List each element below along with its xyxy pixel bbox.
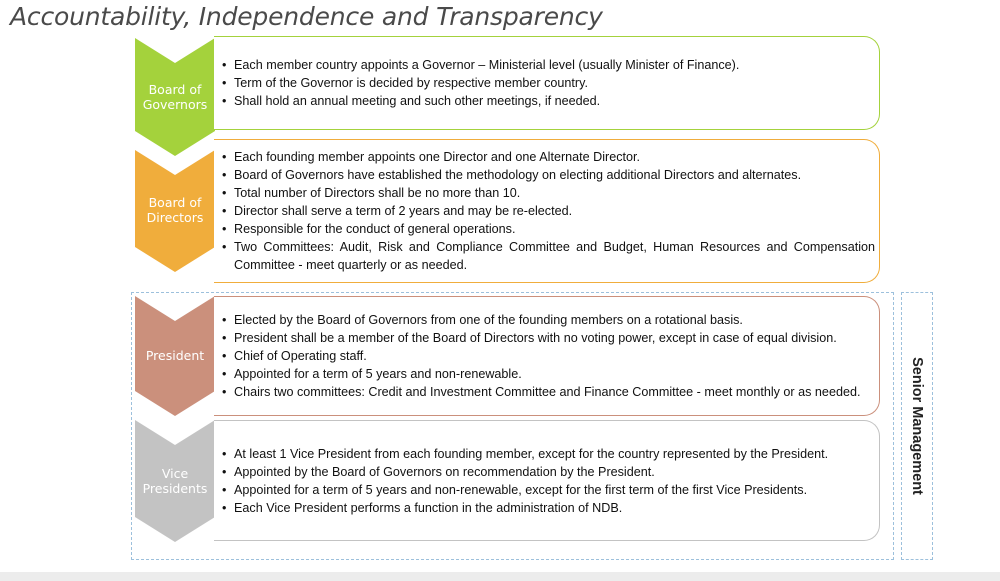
board-of-governors-bullet-list: [222, 56, 875, 110]
board-of-directors-bullet-3: • Total number of Directors shall be no more than 10.: [222, 184, 875, 202]
board-of-directors-bullet-list: [222, 148, 875, 274]
board-of-governors-bullet-3: • Shall hold an annual meeting and such other meetings, if needed.: [222, 92, 875, 110]
vice-presidents-label-line-2: Presidents: [142, 481, 208, 496]
board-of-directors-bullet-5: • Responsible for the conduct of general operations.: [222, 220, 875, 238]
president-bullet-list: [222, 311, 875, 401]
vice-presidents-label: [135, 466, 215, 496]
vice-presidents-bullet-3: • Appointed for a term of 5 years and non-renewable, except for the first term of the first Vice Presidents.: [222, 481, 875, 499]
board-of-directors-bullet-4: • Director shall serve a term of 2 years and may be re-elected.: [222, 202, 875, 220]
president-label-line-1: President: [145, 348, 205, 363]
president-label: [135, 348, 215, 363]
senior-management-label: [902, 292, 932, 560]
vice-presidents-label-line-1: Vice: [161, 466, 189, 481]
board-of-directors-label-line-1: Board of: [148, 195, 202, 210]
vice-presidents-bullet-2: • Appointed by the Board of Governors on recommendation by the President.: [222, 463, 875, 481]
president-bullet-4: • Appointed for a term of 5 years and non-renewable.: [222, 365, 875, 383]
president-bullet-1: • Elected by the Board of Governors from one of the founding members on a rotational basis.: [222, 311, 875, 329]
slide-title: Accountability, Independence and Transparency: [10, 2, 603, 31]
vice-presidents-bullet-list: [222, 445, 875, 517]
vice-presidents-bullet-4: • Each Vice President performs a function in the administration of NDB.: [222, 499, 875, 517]
board-of-directors-bullet-6: • Two Committees: Audit, Risk and Compliance Committee and Budget, Human Resources and Compensation Committee - meet quarterly or as needed.: [222, 238, 875, 274]
vice-presidents-description-box: [214, 420, 880, 541]
senior-management-label-text: Senior Management: [909, 357, 925, 495]
board-of-directors-label: [135, 195, 215, 225]
president-bullet-2: • President shall be a member of the Board of Directors with no voting power, except in case of equal division.: [222, 329, 875, 347]
president-description-box: [214, 296, 880, 416]
bottom-strip: [0, 572, 1000, 581]
board-of-governors-description-box: [214, 36, 880, 130]
board-of-governors-bullet-2: • Term of the Governor is decided by respective member country.: [222, 74, 875, 92]
board-of-governors-label: [135, 82, 215, 112]
board-of-governors-bullet-1: • Each member country appoints a Governor – Ministerial level (usually Minister of Finance).: [222, 56, 875, 74]
president-bullet-5: • Chairs two committees: Credit and Investment Committee and Finance Committee - meet monthly or as needed.: [222, 383, 875, 401]
board-of-governors-label-line-1: Board of: [148, 82, 202, 97]
board-of-directors-bullet-2: • Board of Governors have established the methodology on electing additional Directors and alternates.: [222, 166, 875, 184]
president-bullet-3: • Chief of Operating staff.: [222, 347, 875, 365]
board-of-governors-label-line-2: Governors: [142, 97, 208, 112]
board-of-directors-label-line-2: Directors: [146, 210, 204, 225]
vice-presidents-bullet-1: • At least 1 Vice President from each founding member, except for the country represented by the President.: [222, 445, 875, 463]
board-of-directors-description-box: [214, 139, 880, 283]
board-of-directors-bullet-1: • Each founding member appoints one Director and one Alternate Director.: [222, 148, 875, 166]
